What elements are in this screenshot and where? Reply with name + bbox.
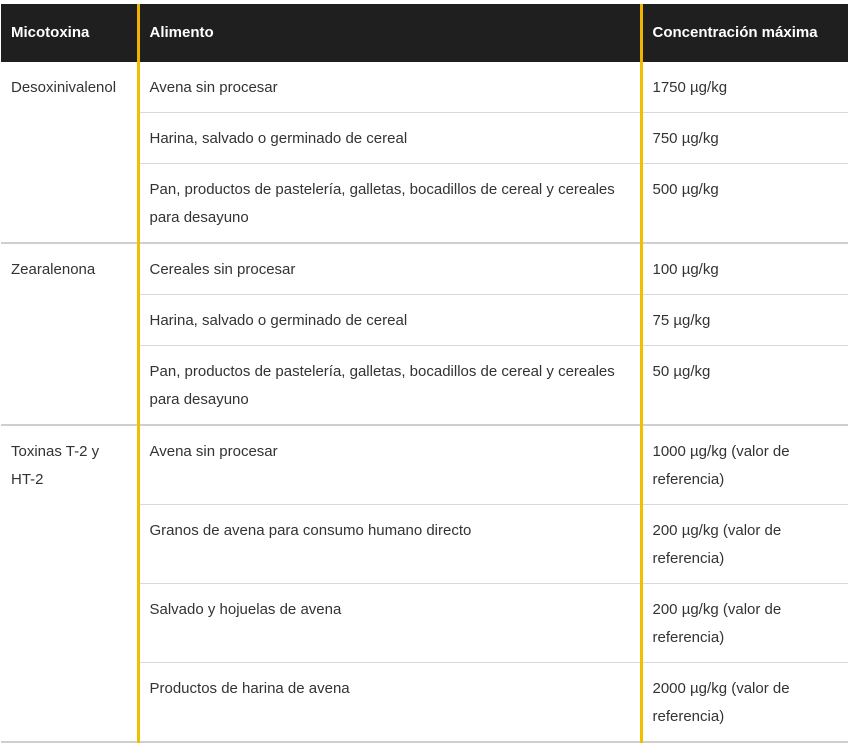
cell-concentracion: 200 µg/kg (valor de referencia) bbox=[641, 505, 848, 584]
cell-concentracion: 1000 µg/kg (valor de referencia) bbox=[641, 425, 848, 505]
cell-alimento: Pan, productos de pastelería, galletas, bocadillos de cereal y cereales para desayuno bbox=[138, 164, 641, 244]
cell-alimento: Cereales sin procesar bbox=[138, 243, 641, 295]
cell-concentracion: 1750 µg/kg bbox=[641, 62, 848, 113]
cell-alimento: Harina, salvado o germinado de cereal bbox=[138, 295, 641, 346]
cell-alimento: Pan, productos de pastelería, galletas, bocadillos de cereal y cereales para desayuno bbox=[138, 346, 641, 426]
cell-micotoxina: Toxinas T-2 y HT-2 bbox=[1, 425, 138, 742]
cell-alimento: Salvado y hojuelas de avena bbox=[138, 584, 641, 663]
cell-alimento: Productos de harina de avena bbox=[138, 663, 641, 743]
cell-alimento: Avena sin procesar bbox=[138, 425, 641, 505]
cell-micotoxina: Desoxinivalenol bbox=[1, 62, 138, 243]
cell-alimento: Avena sin procesar bbox=[138, 62, 641, 113]
cell-concentracion: 50 µg/kg bbox=[641, 346, 848, 426]
cell-micotoxina: Zearalenona bbox=[1, 243, 138, 425]
cell-concentracion: 500 µg/kg bbox=[641, 164, 848, 244]
table-row bbox=[1, 425, 848, 505]
cell-concentracion: 100 µg/kg bbox=[641, 243, 848, 295]
cell-alimento: Harina, salvado o germinado de cereal bbox=[138, 113, 641, 164]
table-row bbox=[1, 243, 848, 295]
header-concentracion: Concentración máxima bbox=[641, 4, 848, 62]
table-row bbox=[1, 62, 848, 113]
mycotoxin-limits-table bbox=[1, 4, 848, 743]
header-micotoxina: Micotoxina bbox=[1, 4, 138, 62]
table-header-row bbox=[1, 4, 848, 62]
cell-concentracion: 75 µg/kg bbox=[641, 295, 848, 346]
cell-alimento: Granos de avena para consumo humano directo bbox=[138, 505, 641, 584]
header-alimento: Alimento bbox=[138, 4, 641, 62]
cell-concentracion: 750 µg/kg bbox=[641, 113, 848, 164]
cell-concentracion: 2000 µg/kg (valor de referencia) bbox=[641, 663, 848, 743]
cell-concentracion: 200 µg/kg (valor de referencia) bbox=[641, 584, 848, 663]
